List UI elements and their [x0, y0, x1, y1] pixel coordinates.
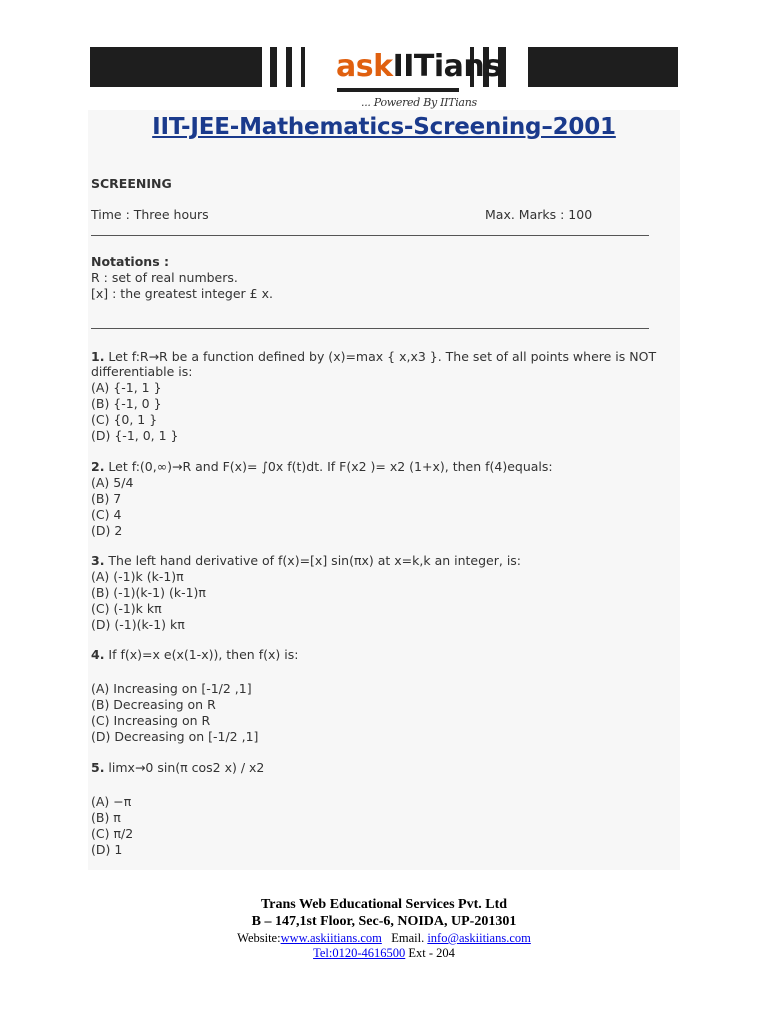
option: (D) Decreasing on [-1/2 ,1] [91, 729, 259, 744]
option: (D) (-1)(k-1) kπ [91, 617, 185, 632]
footer-phone: Tel:0120-4616500 Ext - 204 [313, 946, 455, 960]
option: (B) 7 [91, 491, 122, 506]
max-marks-label: Max. Marks : 100 [485, 207, 593, 222]
option: (C) Increasing on R [91, 713, 211, 728]
notation-item: [x] : the greatest integer £ x. [91, 286, 273, 301]
option: (B) Decreasing on R [91, 697, 216, 712]
question-1: 1. Let f:R→R be a function defined by (x)=max { x,x3 }. The set of all points where is NOT [91, 349, 657, 364]
option: (C) π/2 [91, 826, 134, 841]
option: (B) (-1)(k-1) (k-1)π [91, 585, 206, 600]
option: (A) −π [91, 794, 132, 809]
footer-address: B – 147,1st Floor, Sec-6, NOIDA, UP-201301 [251, 914, 517, 929]
option: (A) {-1, 1 } [91, 380, 162, 395]
divider [91, 235, 649, 236]
banner-stripe [270, 47, 277, 87]
option: (C) (-1)k kπ [91, 601, 162, 616]
page-title: IIT-JEE-Mathematics-Screening–2001 [152, 114, 616, 140]
option: (D) 1 [91, 842, 123, 857]
email-link[interactable]: info@askiitians.com [427, 931, 531, 945]
banner-stripe [286, 47, 292, 87]
question-4: 4. If f(x)=x e(x(1-x)), then f(x) is: [91, 647, 299, 662]
section-heading: SCREENING [91, 176, 172, 191]
footer-contact: Website:www.askiitians.com Email. info@askiitians.com [237, 931, 531, 945]
time-label: Time : Three hours [91, 207, 209, 222]
logo-underline [337, 88, 459, 92]
question-1-line: differentiable is: [91, 364, 193, 379]
banner-bar-left [90, 47, 262, 87]
option: (C) 4 [91, 507, 122, 522]
option: (D) 2 [91, 523, 123, 538]
divider [91, 328, 649, 329]
website-link[interactable]: www.askiitians.com [280, 931, 382, 945]
option: (A) 5/4 [91, 475, 134, 490]
banner-stripe [301, 47, 305, 87]
content-panel [88, 110, 680, 870]
option: (D) {-1, 0, 1 } [91, 428, 179, 443]
option: (B) {-1, 0 } [91, 396, 162, 411]
banner-bar-right [528, 47, 678, 87]
option: (C) {0, 1 } [91, 412, 158, 427]
logo-text: askIITians [336, 49, 502, 84]
option: (A) (-1)k (k-1)π [91, 569, 184, 584]
notations-heading: Notations : [91, 254, 169, 269]
option: (A) Increasing on [-1/2 ,1] [91, 681, 252, 696]
option: (B) π [91, 810, 121, 825]
tel-link[interactable]: Tel:0120-4616500 [313, 946, 406, 960]
question-3: 3. The left hand derivative of f(x)=[x] sin(πx) at x=k,k an integer, is: [91, 553, 522, 568]
question-2: 2. Let f:(0,∞)→R and F(x)= ∫0x f(t)dt. If F(x2 )= x2 (1+x), then f(4)equals: [91, 459, 553, 474]
footer-company: Trans Web Educational Services Pvt. Ltd [260, 897, 508, 912]
powered-by-tagline: ... Powered By IITians [361, 96, 477, 109]
notation-item: R : set of real numbers. [91, 270, 238, 285]
question-5: 5. limx→0 sin(π cos2 x) / x2 [91, 760, 265, 775]
